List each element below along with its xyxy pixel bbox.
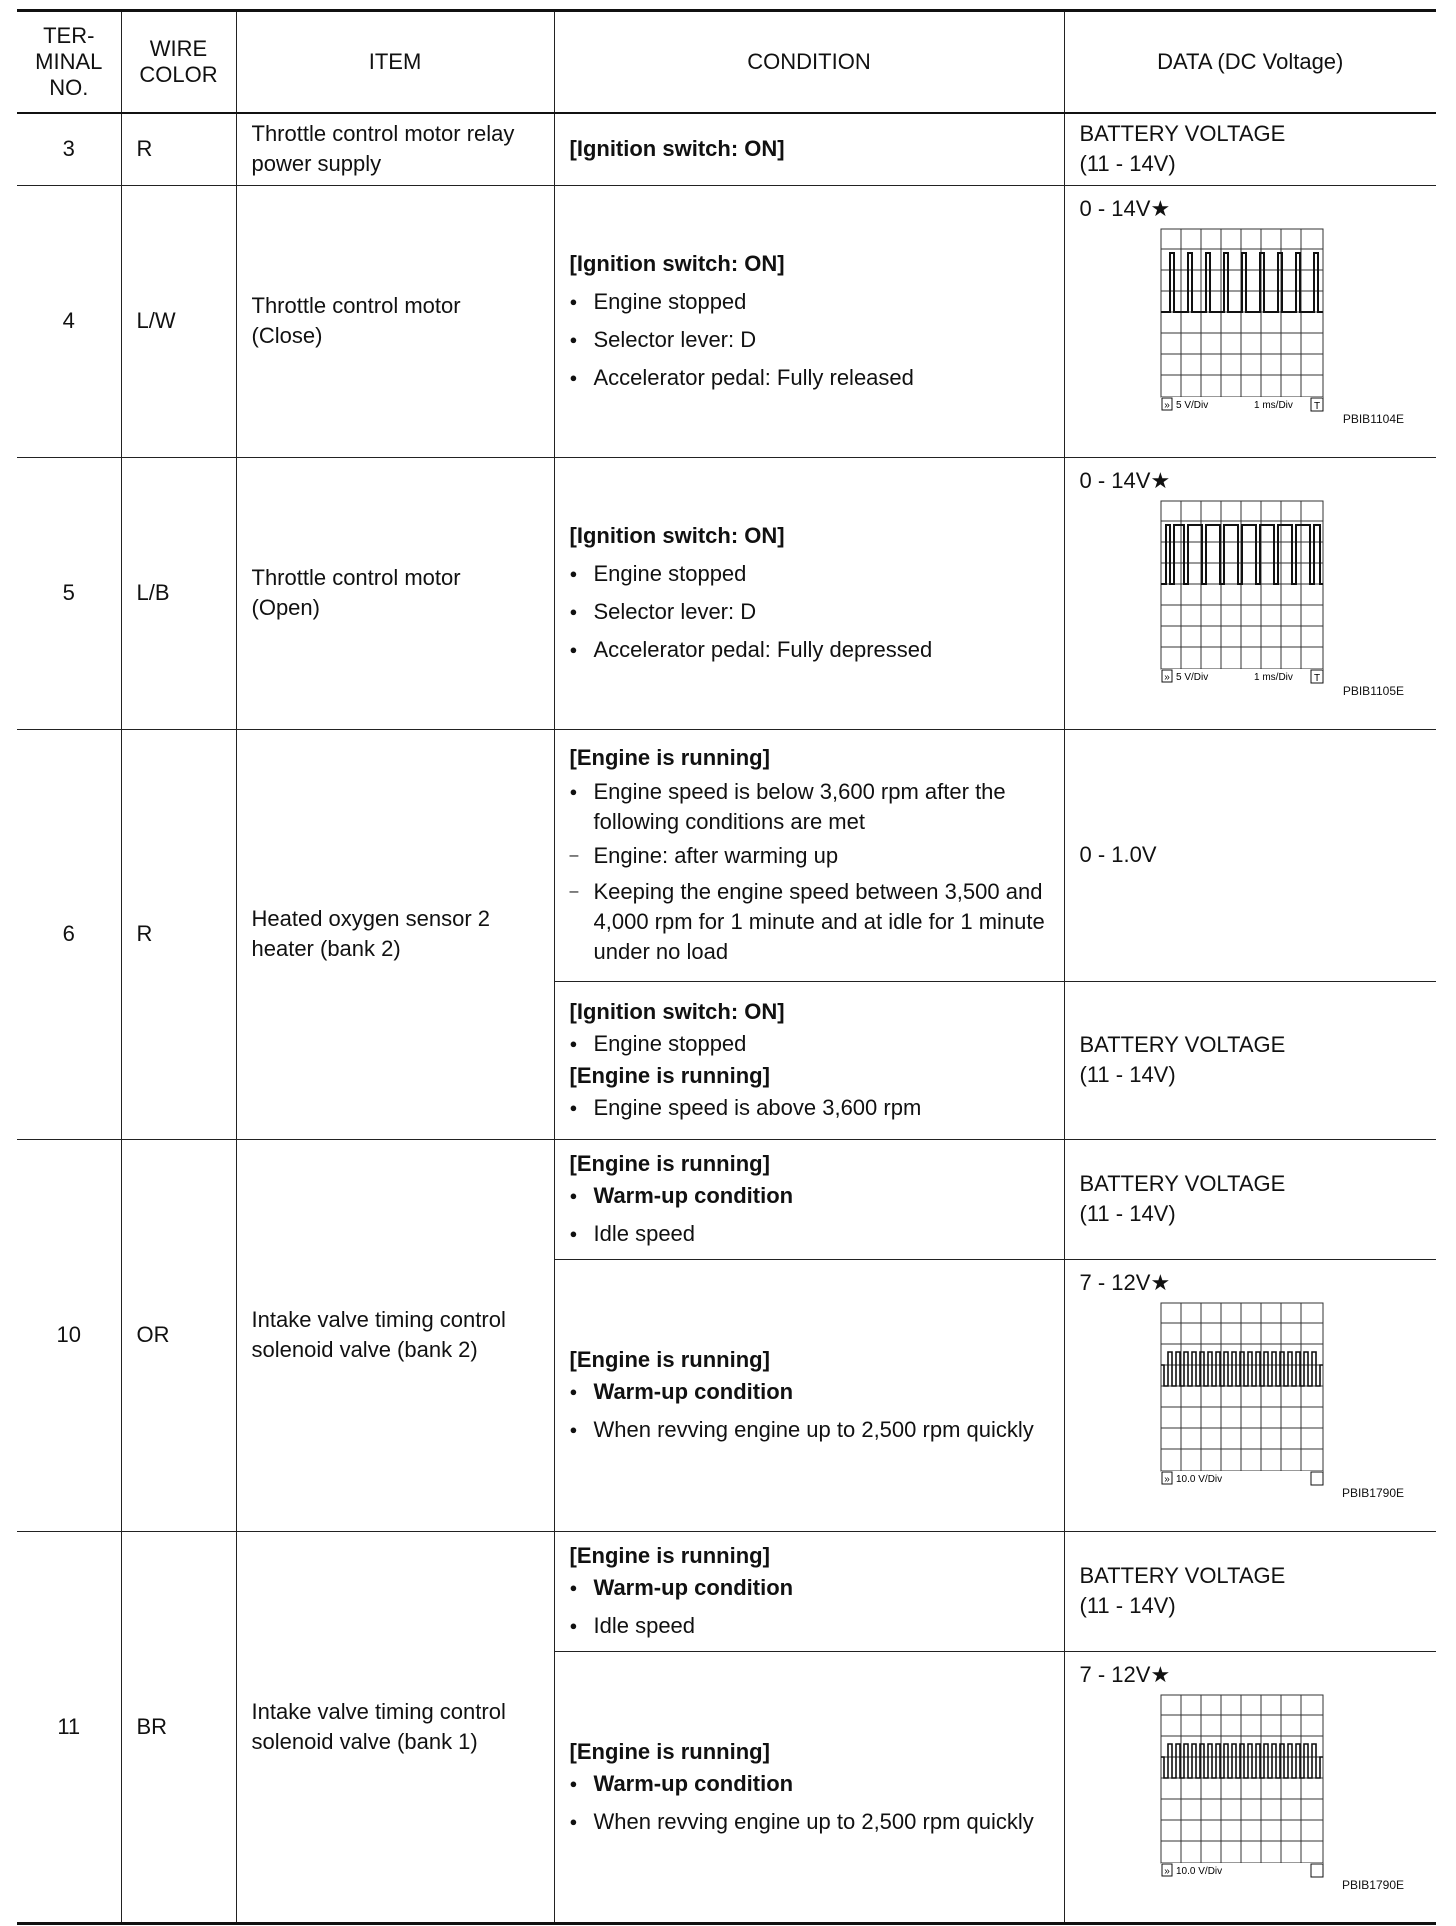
condition-cell bbox=[554, 1531, 1064, 1651]
scope-arrow-icon: » bbox=[1163, 1473, 1170, 1485]
condition-list bbox=[570, 1093, 1049, 1123]
condition-item: ● Idle speed bbox=[570, 1611, 1049, 1641]
oscilloscope-waveform bbox=[1160, 500, 1326, 684]
col-header-condition: CONDITION bbox=[554, 11, 1064, 114]
wire-color: R bbox=[121, 729, 236, 1139]
condition-heading: [Ignition switch: ON] bbox=[569, 136, 785, 162]
condition-item: ● Accelerator pedal: Fully depressed bbox=[570, 635, 1049, 665]
data-cell: 0 - 1.0V bbox=[1064, 729, 1436, 981]
condition-list bbox=[570, 559, 1049, 665]
scope-volts-per-div: 5 V/Div bbox=[1175, 671, 1208, 683]
figure-code: PBIB1790E bbox=[1341, 1485, 1404, 1500]
col-header-data: DATA (DC Voltage) bbox=[1064, 11, 1436, 114]
condition-cell bbox=[554, 185, 1064, 457]
condition-cell bbox=[554, 1259, 1064, 1531]
condition-heading: [Engine is running] bbox=[569, 1151, 770, 1176]
scope-time-per-div: 1 ms/Div bbox=[1253, 671, 1293, 683]
condition-item: ● Warm-up condition bbox=[570, 1573, 1049, 1603]
terminal-number: 11 bbox=[17, 1531, 121, 1923]
figure-code: PBIB1104E bbox=[1342, 411, 1404, 426]
sub-condition-item: – Keeping the engine speed between 3,500 and 4,000 rpm for 1 minute and at idle for 1 minute under no load bbox=[570, 877, 1049, 967]
data-cell: BATTERY VOLTAGE (11 - 14V) bbox=[1064, 113, 1436, 185]
item-cell: Heated oxygen sensor 2 heater (bank 2) bbox=[236, 729, 554, 1139]
data-cell bbox=[1064, 185, 1436, 457]
condition-heading: [Engine is running] bbox=[569, 1543, 770, 1568]
condition-list bbox=[570, 1181, 1049, 1249]
item-cell: Throttle control motor relay power supply bbox=[236, 113, 554, 185]
condition-item: ● Engine speed is above 3,600 rpm bbox=[570, 1093, 1049, 1123]
star-icon: ★ bbox=[1150, 467, 1171, 493]
table-row bbox=[17, 729, 1436, 981]
star-icon: ★ bbox=[1150, 195, 1171, 221]
condition-item: ● When revving engine up to 2,500 rpm quickly bbox=[570, 1415, 1049, 1445]
wire-color: OR bbox=[121, 1139, 236, 1531]
sub-condition-list bbox=[570, 841, 1049, 967]
scope-volts-per-div: 10.0 V/Div bbox=[1175, 1473, 1222, 1485]
wire-color: L/W bbox=[121, 185, 236, 457]
item-cell: Intake valve timing control solenoid valve (bank 1) bbox=[236, 1531, 554, 1923]
item-cell: Throttle control motor (Open) bbox=[236, 457, 554, 729]
condition-heading: [Ignition switch: ON] bbox=[569, 523, 785, 548]
terminal-number: 4 bbox=[17, 185, 121, 457]
scope-time-per-div: 1 ms/Div bbox=[1253, 399, 1293, 411]
condition-item: ● Selector lever: D bbox=[570, 597, 1049, 627]
condition-item: ● Warm-up condition bbox=[570, 1181, 1049, 1211]
terminal-number: 5 bbox=[17, 457, 121, 729]
oscilloscope-waveform bbox=[1160, 228, 1326, 412]
data-cell bbox=[1064, 457, 1436, 729]
condition-cell bbox=[554, 1651, 1064, 1923]
condition-list bbox=[570, 777, 1049, 837]
condition-item: ● Engine speed is below 3,600 rpm after the following conditions are met bbox=[570, 777, 1049, 837]
oscilloscope-waveform bbox=[1160, 1694, 1326, 1878]
condition-list bbox=[570, 1573, 1049, 1641]
figure-code: PBIB1790E bbox=[1341, 1877, 1404, 1892]
figure-code: PBIB1105E bbox=[1342, 683, 1404, 698]
data-cell bbox=[1064, 1651, 1436, 1923]
scope-volts-per-div: 5 V/Div bbox=[1175, 399, 1208, 411]
voltage-value: 0 - 14V★ bbox=[1079, 195, 1171, 221]
table-header-row bbox=[17, 11, 1436, 114]
condition-item: ● Warm-up condition bbox=[570, 1377, 1049, 1407]
condition-item: ● Engine stopped bbox=[570, 559, 1049, 589]
table-row bbox=[17, 185, 1436, 457]
condition-item: ● Idle speed bbox=[570, 1219, 1049, 1249]
condition-heading: [Engine is running] bbox=[569, 1738, 770, 1764]
data-cell bbox=[1064, 1259, 1436, 1531]
scope-trigger-mark: T bbox=[1313, 400, 1320, 412]
table-row bbox=[17, 1531, 1436, 1651]
condition-heading: [Engine is running] bbox=[569, 1347, 770, 1372]
col-header-wire-color: WIRE COLOR bbox=[121, 11, 236, 114]
voltage-value: 0 - 14V★ bbox=[1079, 467, 1171, 493]
scope-arrow-icon: » bbox=[1163, 671, 1170, 683]
condition-heading: [Engine is running] bbox=[569, 745, 770, 770]
terminal-number: 3 bbox=[17, 113, 121, 185]
star-icon: ★ bbox=[1150, 1661, 1171, 1687]
table-row bbox=[17, 1139, 1436, 1259]
terminal-number: 10 bbox=[17, 1139, 121, 1531]
oscilloscope-waveform bbox=[1160, 1302, 1326, 1486]
condition-item: ● When revving engine up to 2,500 rpm quickly bbox=[570, 1807, 1049, 1837]
item-cell: Throttle control motor (Close) bbox=[236, 185, 554, 457]
condition-cell bbox=[554, 1139, 1064, 1259]
wire-color: L/B bbox=[121, 457, 236, 729]
voltage-value: 7 - 12V★ bbox=[1079, 1269, 1171, 1295]
table-row bbox=[17, 113, 1436, 185]
item-cell: Intake valve timing control solenoid valve (bank 2) bbox=[236, 1139, 554, 1531]
condition-cell bbox=[554, 457, 1064, 729]
scope-trigger-mark: T bbox=[1313, 672, 1320, 684]
condition-heading: [Ignition switch: ON] bbox=[569, 251, 785, 276]
sub-condition-item: – Engine: after warming up bbox=[570, 841, 1049, 871]
condition-cell bbox=[554, 113, 1064, 185]
scope-arrow-icon: » bbox=[1163, 399, 1170, 411]
data-cell: BATTERY VOLTAGE (11 - 14V) bbox=[1064, 981, 1436, 1139]
data-cell: BATTERY VOLTAGE (11 - 14V) bbox=[1064, 1139, 1436, 1259]
voltage-value: 7 - 12V★ bbox=[1079, 1661, 1171, 1687]
condition-item: ● Engine stopped bbox=[570, 287, 1049, 317]
col-header-item: ITEM bbox=[236, 11, 554, 114]
condition-list bbox=[570, 1029, 1049, 1059]
condition-item: ● Warm-up condition bbox=[570, 1769, 1049, 1799]
condition-list bbox=[570, 287, 1049, 393]
terminal-number: 6 bbox=[17, 729, 121, 1139]
table-row bbox=[17, 457, 1436, 729]
scope-arrow-icon: » bbox=[1163, 1865, 1170, 1877]
condition-heading: [Engine is running] bbox=[569, 1063, 770, 1088]
wire-color: BR bbox=[121, 1531, 236, 1923]
condition-list bbox=[570, 1769, 1049, 1837]
wire-color: R bbox=[121, 113, 236, 185]
condition-cell bbox=[554, 729, 1064, 981]
condition-list bbox=[570, 1377, 1049, 1445]
condition-item: ● Accelerator pedal: Fully released bbox=[570, 363, 1049, 393]
condition-heading: [Ignition switch: ON] bbox=[569, 999, 785, 1024]
scope-volts-per-div: 10.0 V/Div bbox=[1175, 1865, 1222, 1877]
terminal-data-table bbox=[17, 9, 1436, 1925]
condition-item: ● Engine stopped bbox=[570, 1029, 1049, 1059]
condition-item: ● Selector lever: D bbox=[570, 325, 1049, 355]
col-header-terminal: TER- MINAL NO. bbox=[17, 11, 121, 114]
star-icon: ★ bbox=[1150, 1269, 1171, 1295]
data-cell: BATTERY VOLTAGE (11 - 14V) bbox=[1064, 1531, 1436, 1651]
condition-cell bbox=[554, 981, 1064, 1139]
